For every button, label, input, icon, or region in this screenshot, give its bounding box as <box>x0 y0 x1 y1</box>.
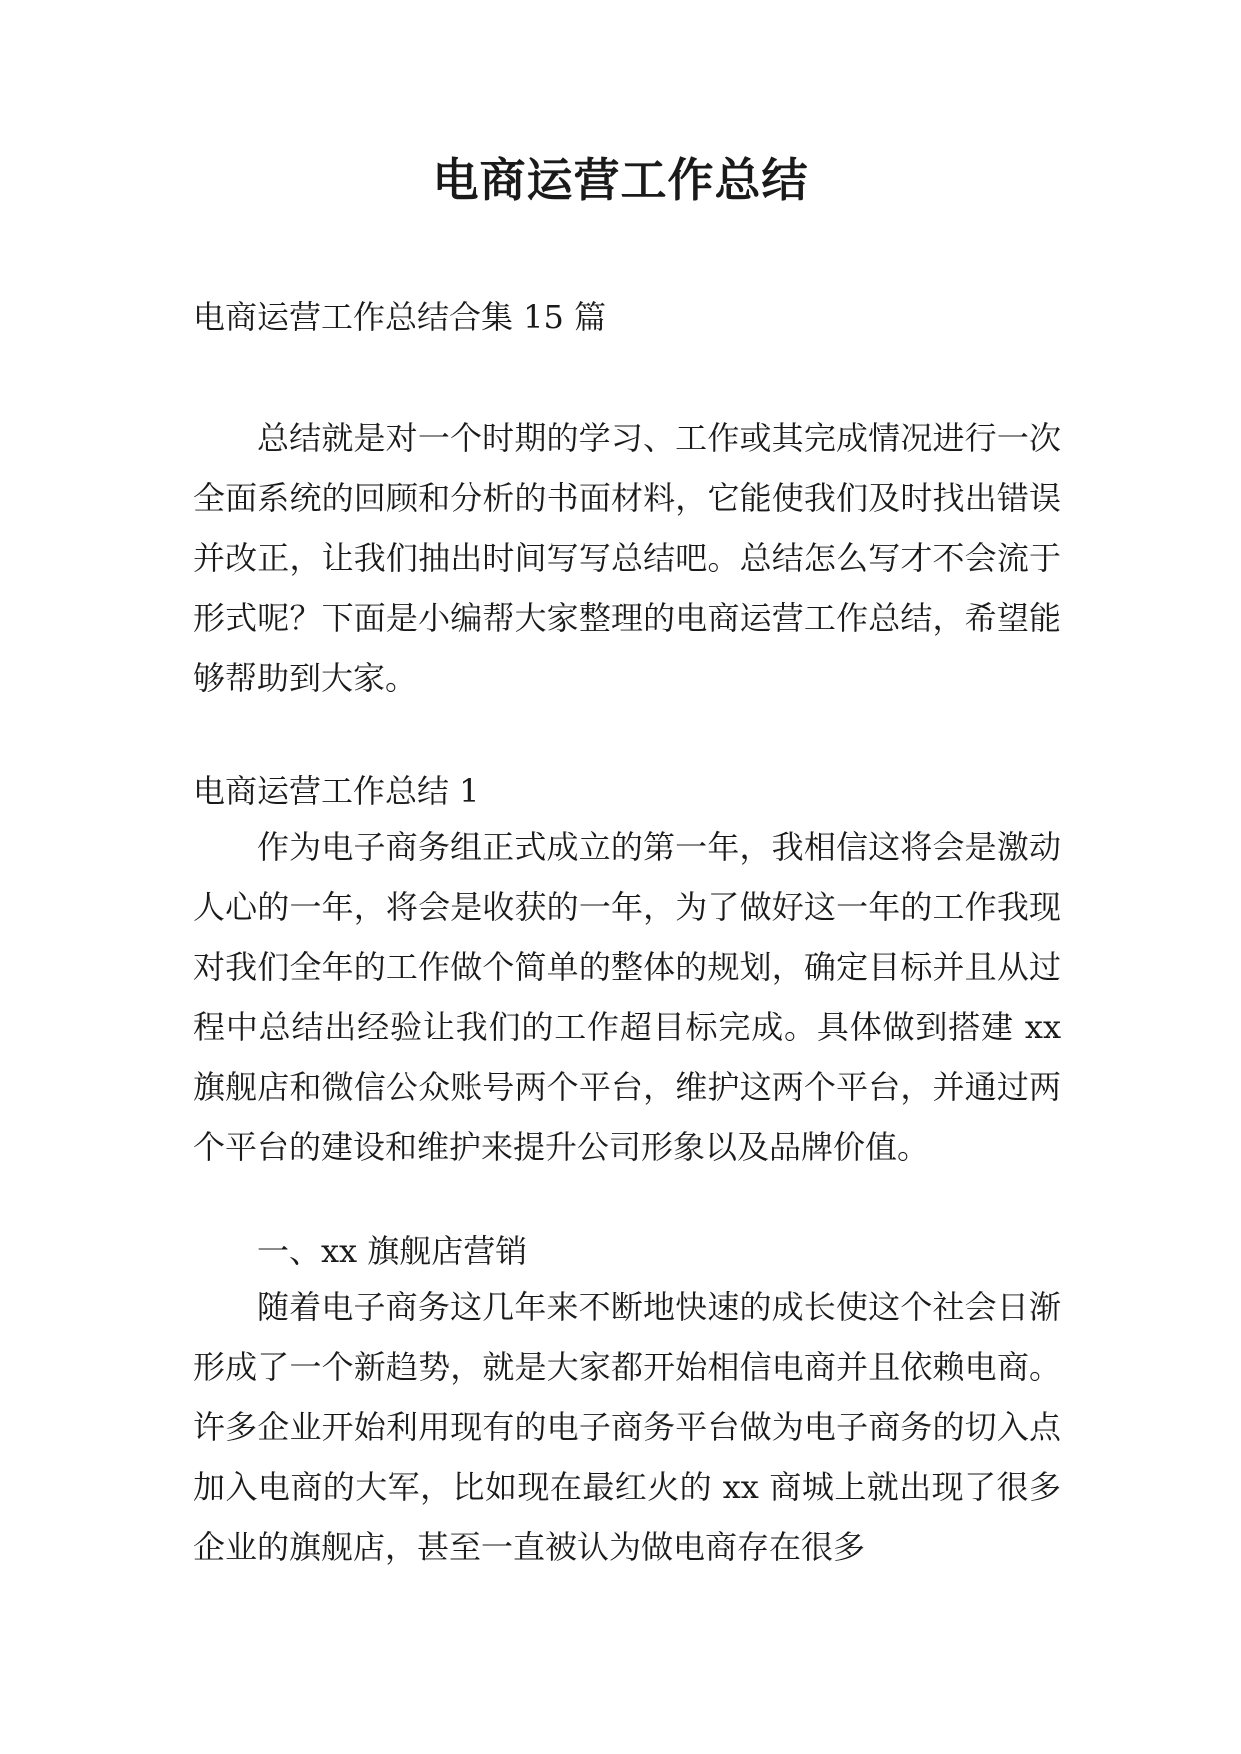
section-heading: 电商运营工作总结 1 <box>193 772 480 810</box>
intro-paragraph: 总结就是对一个时期的学习、工作或其完成情况进行一次全面系统的回顾和分析的书面材料，它能使我们及时找出错误并改正，让我们抽出时间写写总结吧。总结怎么写才不会流于形式呢？下面是小编帮大家整理的电商运营工作总结，希望能够帮助到大家。 <box>193 419 1061 697</box>
subsection-heading: 一、xx 旗舰店营销 <box>257 1232 528 1270</box>
section-paragraph: 作为电子商务组正式成立的第一年，我相信这将会是激动人心的一年，将会是收获的一年，为了做好这一年的工作我现对我们全年的工作做个简单的整体的规划，确定目标并且从过程中总结出经验让我们的工作超目标完成。具体做到搭建 xx 旗舰店和微信公众账号两个平台，维护这两个平台，并通过两个平台的建设和维护来提升公司形象以及品牌价值。 <box>193 828 1061 1166</box>
document-title: 电商运营工作总结 <box>432 153 809 207</box>
subsection-paragraph: 随着电子商务这几年来不断地快速的成长使这个社会日渐形成了一个新趋势，就是大家都开始相信电商并且依赖电商。许多企业开始利用现有的电子商务平台做为电子商务的切入点加入电商的大军，比如现在最红火的 xx 商城上就出现了很多企业的旗舰店，甚至一直被认为做电商存在很多 <box>193 1288 1061 1566</box>
document-subtitle: 电商运营工作总结合集 15 篇 <box>193 298 607 336</box>
